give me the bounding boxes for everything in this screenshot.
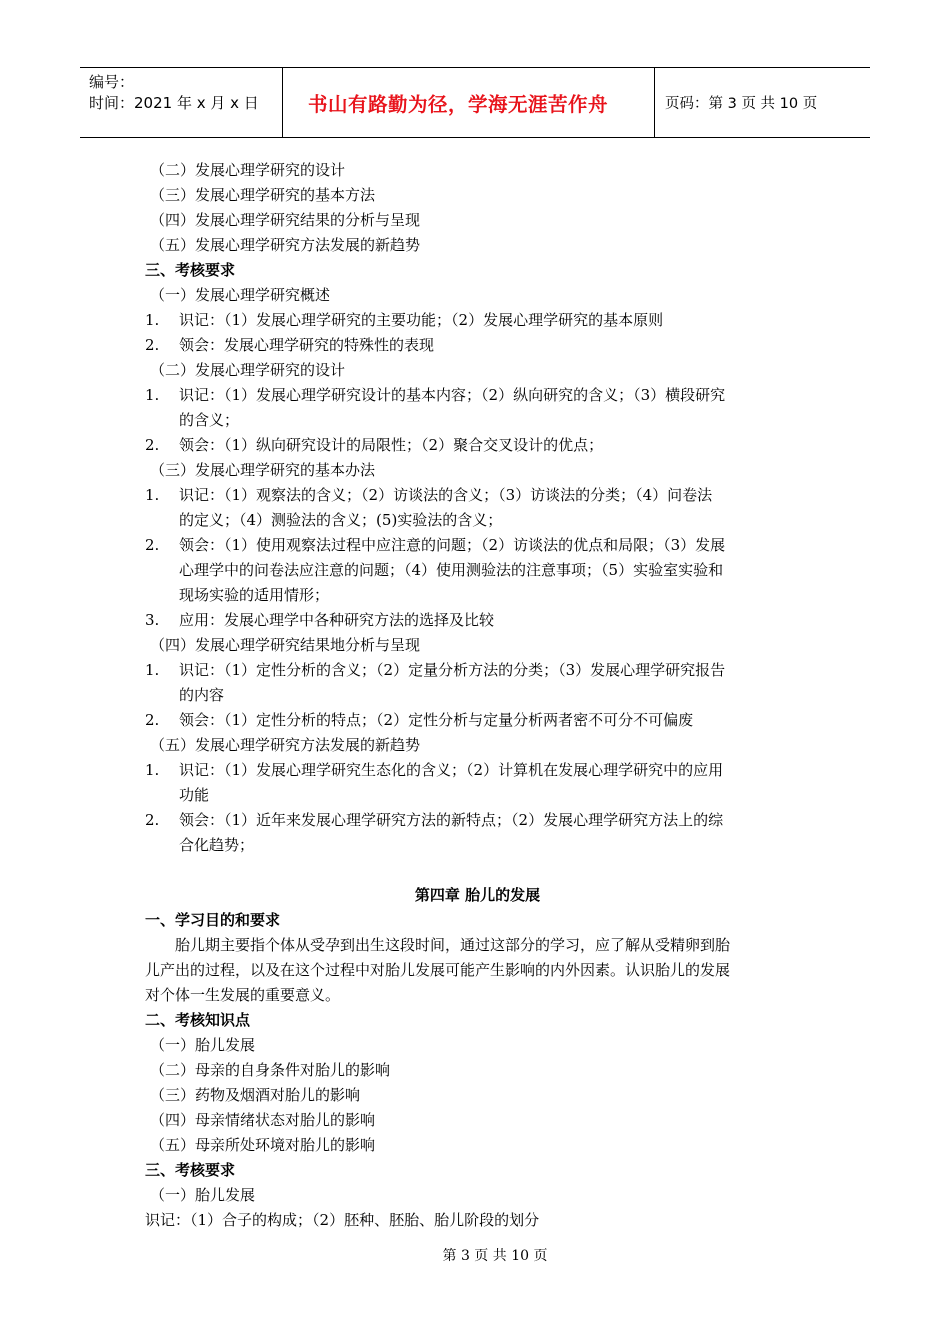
numbered-item xyxy=(145,808,810,858)
item-text: 领会：（1）定性分析的特点；（2）定性分析与定量分析两者密不可分不可偏废 xyxy=(179,711,694,729)
numbered-item xyxy=(145,483,810,533)
page-header xyxy=(80,67,870,138)
header-meta xyxy=(80,68,283,137)
numbered-item xyxy=(145,608,810,633)
item-number: 2. xyxy=(145,811,160,829)
item-text: 识记：（1）观察法的含义；（2）访谈法的含义；（3）访谈法的分类；（4）问卷法 xyxy=(179,486,713,504)
numbered-item xyxy=(145,708,810,733)
subsection-heading: （一）发展心理学研究概述 xyxy=(150,286,331,304)
numbered-item xyxy=(145,758,810,808)
subsection-heading: （一）胎儿发展 xyxy=(150,1186,256,1204)
numbered-item xyxy=(145,333,810,358)
paragraph-line: 对个体一生发展的重要意义。 xyxy=(145,986,341,1004)
page-footer: 第 3 页 共 10 页 xyxy=(442,1248,548,1264)
paragraph-line: 胎儿期主要指个体从受孕到出生这段时间，通过这部分的学习，应了解从受精卵到胎 xyxy=(175,936,731,954)
numbered-item xyxy=(145,533,810,608)
item-number: 2. xyxy=(145,536,160,554)
item-text: 的定义；（4）测验法的含义；(5)实验法的含义； xyxy=(179,511,503,529)
item-number: 2. xyxy=(145,711,160,729)
item-text: 识记：（1）发展心理学研究的主要功能；（2）发展心理学研究的基本原则 xyxy=(179,311,664,329)
item-number: 1. xyxy=(145,311,160,329)
subsection-heading: （五）发展心理学研究方法发展的新趋势 xyxy=(150,736,421,754)
item-text: 的内容 xyxy=(179,686,225,704)
document-body xyxy=(145,158,810,1233)
item-number: 1. xyxy=(145,386,160,404)
doc-number-label: 编号： xyxy=(89,73,135,91)
outline-item: （三）发展心理学研究的基本方法 xyxy=(150,186,376,204)
item-number: 1. xyxy=(145,486,160,504)
section-heading: 一、学习目的和要求 xyxy=(145,911,281,929)
outline-item: （五）发展心理学研究方法发展的新趋势 xyxy=(150,236,421,254)
item-number: 1. xyxy=(145,761,160,779)
item-number: 2. xyxy=(145,336,160,354)
item-text: 功能 xyxy=(179,786,210,804)
numbered-item xyxy=(145,308,810,333)
section-heading: 三、考核要求 xyxy=(145,1161,236,1179)
item-text: 领会：（1）近年来发展心理学研究方法的新特点；（2）发展心理学研究方法上的综 xyxy=(179,811,724,829)
outline-item: （二）发展心理学研究的设计 xyxy=(150,161,346,179)
item-text: 的含义； xyxy=(179,411,240,429)
outline-item: （二）母亲的自身条件对胎儿的影响 xyxy=(150,1061,391,1079)
chapter-title: 第四章 胎儿的发展 xyxy=(414,886,541,904)
paragraph xyxy=(145,933,810,1008)
item-text: 领会：发展心理学研究的特殊性的表现 xyxy=(179,336,435,354)
item-text: 识记：（1）定性分析的含义；（2）定量分析方法的分类；（3）发展心理学研究报告 xyxy=(179,661,726,679)
item-text: 心理学中的问卷法应注意的问题；（4）使用测验法的注意事项；（5）实验室实验和 xyxy=(179,561,724,579)
subsection-heading: （二）发展心理学研究的设计 xyxy=(150,361,346,379)
numbered-item xyxy=(145,383,810,433)
numbered-item xyxy=(145,433,810,458)
item-text: 合化趋势； xyxy=(179,836,255,854)
item-text: 应用：发展心理学中各种研究方法的选择及比较 xyxy=(179,611,495,629)
outline-item: （一）胎儿发展 xyxy=(150,1036,256,1054)
subsection-heading: （四）发展心理学研究结果地分析与呈现 xyxy=(150,636,421,654)
item-text: 识记：（1）发展心理学研究设计的基本内容；（2）纵向研究的含义；（3）横段研究 xyxy=(179,386,726,404)
header-motto: 书山有路勤为径，学海无涯苦作舟 xyxy=(283,68,655,137)
outline-item: （五）母亲所处环境对胎儿的影响 xyxy=(150,1136,376,1154)
item-text: 识记：（1）发展心理学研究生态化的含义；（2）计算机在发展心理学研究中的应用 xyxy=(179,761,724,779)
item-number: 3. xyxy=(145,611,160,629)
outline-item: （四）母亲情绪状态对胎儿的影响 xyxy=(150,1111,376,1129)
outline-item: （四）发展心理学研究结果的分析与呈现 xyxy=(150,211,421,229)
requirement-line: 识记：（1）合子的构成；（2）胚种、胚胎、胎儿阶段的划分 xyxy=(145,1211,540,1229)
item-number: 2. xyxy=(145,436,160,454)
spacer xyxy=(145,858,810,883)
section-heading: 三、考核要求 xyxy=(145,261,236,279)
outline-item: （三）药物及烟酒对胎儿的影响 xyxy=(150,1086,361,1104)
item-text: 领会：（1）纵向研究设计的局限性；（2）聚合交叉设计的优点； xyxy=(179,436,604,454)
item-text: 领会：（1）使用观察法过程中应注意的问题；（2）访谈法的优点和局限；（3）发展 xyxy=(179,536,726,554)
paragraph-line: 儿产出的过程，以及在这个过程中对胎儿发展可能产生影响的内外因素。认识胎儿的发展 xyxy=(145,961,731,979)
doc-time-label: 时间：2021 年 x 月 x 日 xyxy=(89,94,259,112)
item-text: 现场实验的适用情形； xyxy=(179,586,330,604)
subsection-heading: （三）发展心理学研究的基本办法 xyxy=(150,461,376,479)
item-number: 1. xyxy=(145,661,160,679)
numbered-item xyxy=(145,658,810,708)
header-page-info: 页码：第 3 页 共 10 页 xyxy=(665,96,818,112)
section-heading: 二、考核知识点 xyxy=(145,1011,251,1029)
